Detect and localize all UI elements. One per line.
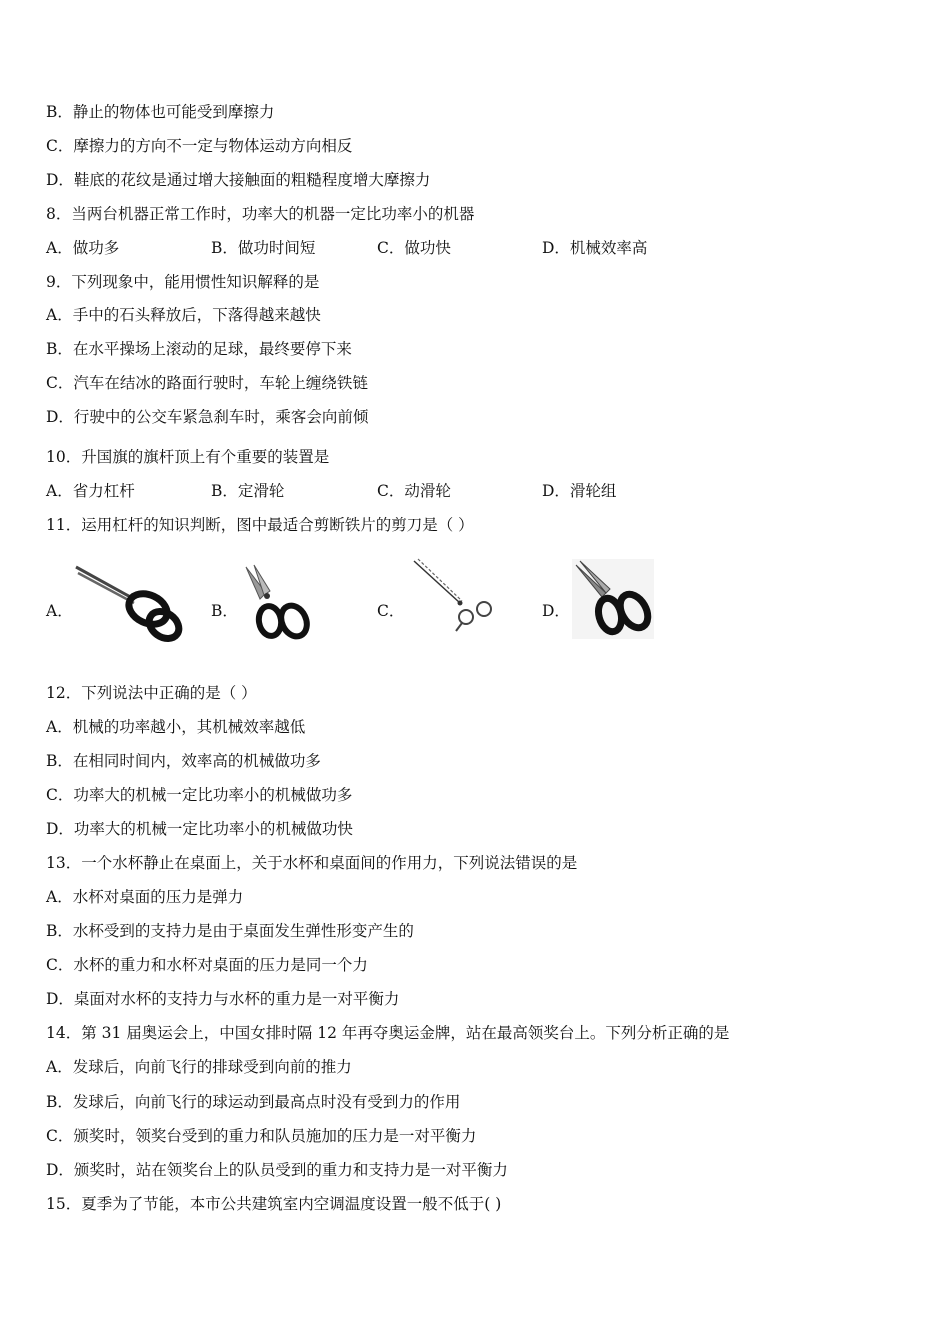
q14-option-a: A．发球后，向前飞行的排球受到向前的推力 bbox=[46, 1058, 352, 1076]
scissors-long-blade-icon bbox=[72, 563, 184, 643]
q7-option-d: D．鞋底的花纹是通过增大接触面的粗糙程度增大摩擦力 bbox=[46, 171, 431, 189]
q11-stem: 11．运用杠杆的知识判断，图中最适合剪断铁片的剪刀是（ ） bbox=[46, 516, 474, 534]
scissors-kitchen-icon bbox=[572, 559, 654, 639]
q9-option-c: C．汽车在结冰的路面行驶时，车轮上缠绕铁链 bbox=[46, 374, 368, 392]
q12-option-d: D．功率大的机械一定比功率小的机械做功快 bbox=[46, 820, 353, 838]
q8-stem: 8．当两台机器正常工作时，功率大的机器一定比功率小的机器 bbox=[46, 205, 475, 223]
q11-label-c: C． bbox=[377, 602, 405, 620]
q14-option-c: C．颁奖时，领奖台受到的重力和队员施加的压力是一对平衡力 bbox=[46, 1127, 477, 1145]
q11-label-b: B． bbox=[211, 602, 238, 620]
q9-stem: 9．下列现象中，能用惯性知识解释的是 bbox=[46, 273, 320, 291]
q10-option-b: B．定滑轮 bbox=[211, 482, 285, 500]
q10-stem: 10．升国旗的旗杆顶上有个重要的装置是 bbox=[46, 448, 330, 466]
q9-option-b: B．在水平操场上滚动的足球，最终要停下来 bbox=[46, 340, 352, 358]
q8-option-b: B．做功时间短 bbox=[211, 239, 316, 257]
q13-option-c: C．水杯的重力和水杯对桌面的压力是同一个力 bbox=[46, 956, 368, 974]
q9-option-d: D．行驶中的公交车紧急刹车时，乘客会向前倾 bbox=[46, 408, 369, 426]
q13-option-d: D．桌面对水杯的支持力与水杯的重力是一对平衡力 bbox=[46, 990, 400, 1008]
q15-stem: 15．夏季为了节能，本市公共建筑室内空调温度设置一般不低于( ) bbox=[46, 1195, 502, 1213]
q12-option-c: C．功率大的机械一定比功率小的机械做功多 bbox=[46, 786, 353, 804]
q13-option-b: B．水杯受到的支持力是由于桌面发生弹性形变产生的 bbox=[46, 922, 414, 940]
q14-stem: 14．第 31 届奥运会上，中国女排时隔 12 年再夺奥运金牌，站在最高领奖台上。下列分析正确的是 bbox=[46, 1024, 730, 1042]
q8-option-a: A．做功多 bbox=[46, 239, 120, 257]
q12-stem: 12．下列说法中正确的是（ ） bbox=[46, 684, 257, 702]
q10-option-d: D．滑轮组 bbox=[542, 482, 617, 500]
q8-option-d: D．机械效率高 bbox=[542, 239, 648, 257]
q13-stem: 13．一个水杯静止在桌面上，关于水杯和桌面间的作用力，下列说法错误的是 bbox=[46, 854, 578, 872]
scissors-thin-hair-icon bbox=[410, 557, 496, 635]
q10-option-c: C．动滑轮 bbox=[377, 482, 451, 500]
q7-option-c: C．摩擦力的方向不一定与物体运动方向相反 bbox=[46, 137, 353, 155]
q11-image-options bbox=[0, 555, 950, 655]
scissors-short-blade-icon bbox=[240, 563, 314, 645]
q9-option-a: A．手中的石头释放后，下落得越来越快 bbox=[46, 306, 321, 324]
q7-option-b: B．静止的物体也可能受到摩擦力 bbox=[46, 103, 275, 121]
q8-option-c: C．做功快 bbox=[377, 239, 451, 257]
q13-option-a: A．水杯对桌面的压力是弹力 bbox=[46, 888, 244, 906]
q12-option-a: A．机械的功率越小，其机械效率越低 bbox=[46, 718, 306, 736]
q14-option-b: B．发球后，向前飞行的球运动到最高点时没有受到力的作用 bbox=[46, 1093, 461, 1111]
q14-option-d: D．颁奖时，站在领奖台上的队员受到的重力和支持力是一对平衡力 bbox=[46, 1161, 508, 1179]
q10-option-a: A．省力杠杆 bbox=[46, 482, 135, 500]
q12-option-b: B．在相同时间内，效率高的机械做功多 bbox=[46, 752, 321, 770]
q11-label-d: D． bbox=[542, 602, 570, 620]
q11-label-a: A． bbox=[46, 602, 73, 620]
